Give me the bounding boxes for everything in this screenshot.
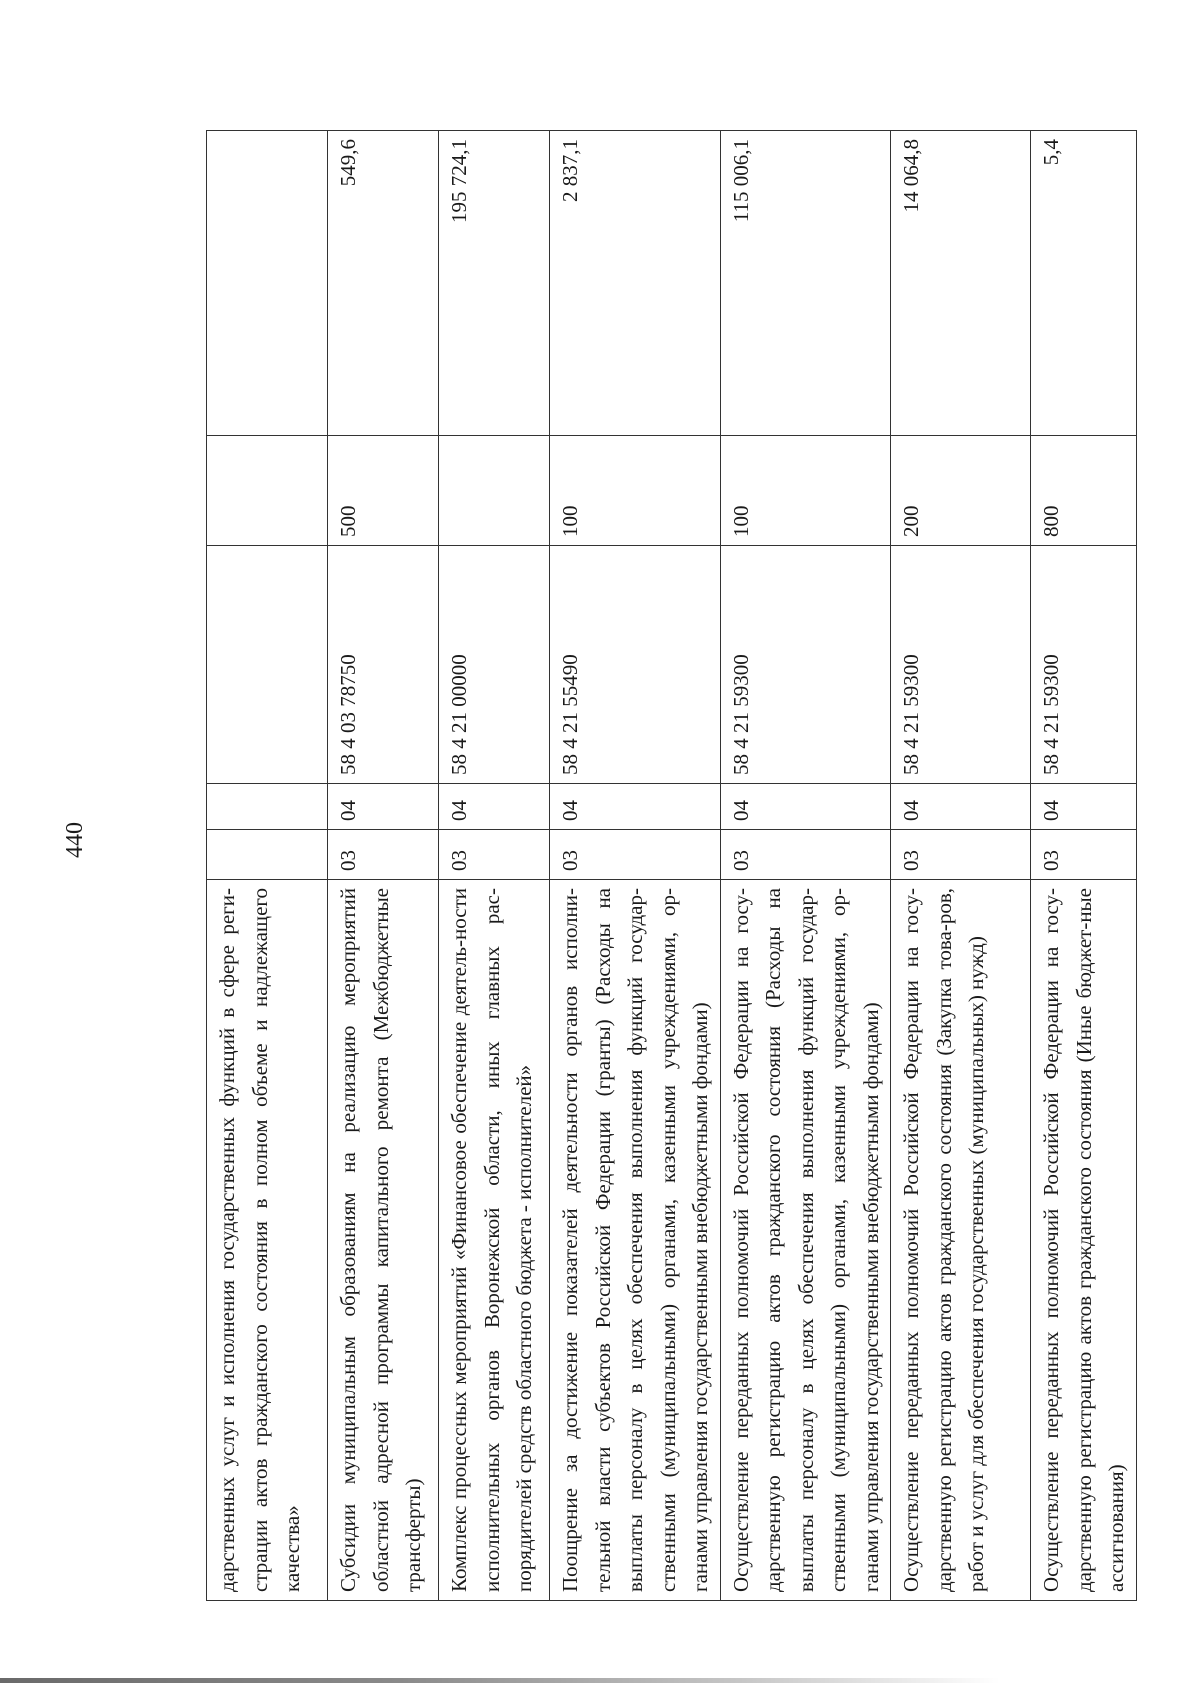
row-vr: 800: [1031, 436, 1137, 546]
row-amount: 549,6: [328, 131, 439, 436]
row-pr: 04: [891, 784, 1031, 830]
row-name: Комплекс процессных мероприятий «Финансовое обеспечение деятель-ности исполнительных органов Воронежской области, иных главных рас-порядителей средств областного бюджета - исполнителей»: [439, 880, 550, 1601]
table-row: [328, 131, 439, 1601]
row-vr: 100: [720, 436, 891, 546]
row-amount: 195 724,1: [439, 131, 550, 436]
row-amount: [207, 131, 328, 436]
row-rz: [207, 830, 328, 880]
row-csr: 58 4 21 59300: [891, 546, 1031, 784]
row-pr: 04: [328, 784, 439, 830]
row-pr: 04: [1031, 784, 1137, 830]
row-name: Осуществление переданных полномочий Российской Федерации на госу-дарственную регистрацию актов гражданского состояния (Закупка това-ров, работ и услуг для обеспечения государственных (муниципальных) нужд): [891, 880, 1031, 1601]
table-row: [439, 131, 550, 1601]
row-vr: 200: [891, 436, 1031, 546]
row-rz: 03: [328, 830, 439, 880]
row-csr: 58 4 03 78750: [328, 546, 439, 784]
row-name: Субсидии муниципальным образованиям на реализацию мероприятий областной адресной программы капитального ремонта (Межбюджетные трансферты): [328, 880, 439, 1601]
page-number: 440: [62, 822, 88, 858]
row-vr: [207, 436, 328, 546]
row-name: Осуществление переданных полномочий Российской Федерации на госу-дарственную регистрацию актов гражданского состояния (Иные бюджет-ные ассигнования): [1031, 880, 1137, 1601]
row-name: дарственных услуг и исполнения государственных функций в сфере реги-страции актов гражданского состояния в полном объеме и надлежащего качества»: [207, 880, 328, 1601]
table-row: [1031, 131, 1137, 1601]
row-rz: 03: [891, 830, 1031, 880]
row-pr: 04: [720, 784, 891, 830]
row-pr: [207, 784, 328, 830]
row-rz: 03: [720, 830, 891, 880]
row-vr: [439, 436, 550, 546]
row-pr: 04: [550, 784, 721, 830]
row-vr: 500: [328, 436, 439, 546]
row-name: Осуществление переданных полномочий Российской Федерации на госу-дарственную регистрацию актов гражданского состояния (Расходы на выплаты персоналу в целях обеспечения выполнения функций государ-ственными (муниципальными) органами, казенными учреждениями, ор-ганами управления государственными внебюджетными фондами): [720, 880, 891, 1601]
scan-edge-line: [0, 1678, 1000, 1683]
table-row: [720, 131, 891, 1601]
row-name: Поощрение за достижение показателей деятельности органов исполни-тельной власти субъектов Российской Федерации (гранты) (Расходы на выплаты персоналу в целях обеспечения выполнения функций государ-ственными (муниципальными) органами, казенными учреждениями, ор-ганами управления государственными внебюджетными фондами): [550, 880, 721, 1601]
table-row: [550, 131, 721, 1601]
row-csr: [207, 546, 328, 784]
row-csr: 58 4 21 55490: [550, 546, 721, 784]
row-csr: 58 4 21 59300: [720, 546, 891, 784]
row-rz: 03: [1031, 830, 1137, 880]
row-pr: 04: [439, 784, 550, 830]
row-csr: 58 4 21 59300: [1031, 546, 1137, 784]
row-csr: 58 4 21 00000: [439, 546, 550, 784]
table-row: [891, 131, 1031, 1601]
row-rz: 03: [439, 830, 550, 880]
row-vr: 100: [550, 436, 721, 546]
table-container: [206, 131, 1128, 1601]
row-amount: 14 064,8: [891, 131, 1031, 436]
row-amount: 5,4: [1031, 131, 1137, 436]
row-amount: 115 006,1: [720, 131, 891, 436]
row-amount: 2 837,1: [550, 131, 721, 436]
row-rz: 03: [550, 830, 721, 880]
table-row: [207, 131, 328, 1601]
budget-table: [206, 130, 1137, 1601]
